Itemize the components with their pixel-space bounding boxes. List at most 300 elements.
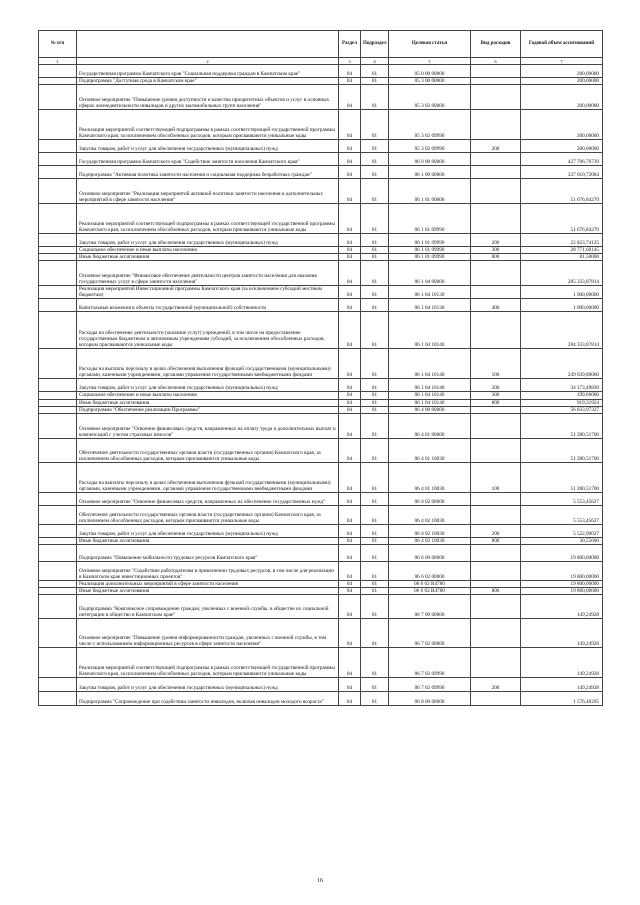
cell-sum: 149,24928	[521, 619, 603, 648]
cell-target: 06 1 01 09990	[389, 204, 471, 234]
cell-razdel: 04	[339, 234, 361, 247]
cell-vid: 800	[471, 537, 521, 544]
cell-name: Подпрограмма "Активная политика занятости населения и социальная поддержка безработных граждан"	[77, 166, 339, 179]
table-row	[39, 678, 603, 692]
cell-target: 06 7 02 00000	[389, 619, 471, 648]
cell-sum: 34 173,49830	[521, 379, 603, 392]
cell-sum: 337 010,72084	[521, 166, 603, 179]
table-row	[39, 692, 603, 706]
cell-podrazdel: 01	[361, 595, 389, 619]
table-row	[39, 153, 603, 166]
cell-sum: 199,66000	[521, 392, 603, 399]
header-razdel: Раздел	[339, 31, 361, 58]
table-row	[39, 413, 603, 438]
cell-num	[39, 110, 77, 140]
cell-razdel: 04	[339, 406, 361, 413]
cell-target: 06 0 00 00000	[389, 153, 471, 166]
cell-target: 06 4 02 10030	[389, 537, 471, 544]
column-number: 6	[471, 58, 521, 65]
cell-name: Обеспечение деятельности государственных органов власти (государственных органов) Камчатского края, за исключением обособленных расходов, которым присваиваются уникальные коды	[77, 438, 339, 462]
cell-podrazdel: 01	[361, 524, 389, 537]
cell-sum: 284 333,87814	[521, 312, 603, 349]
header-name	[77, 31, 339, 58]
cell-target: 06 8 00 00000	[389, 692, 471, 706]
cell-name: Основное мероприятие "Повышение уровня информированности граждан, уволенных с военной службы, в том числе с использованием информационных ресурсов в сфере занятости населения"	[77, 619, 339, 648]
cell-num	[39, 438, 77, 462]
table-row	[39, 492, 603, 505]
cell-num	[39, 85, 77, 110]
cell-podrazdel: 01	[361, 179, 389, 204]
cell-razdel: 04	[339, 678, 361, 692]
cell-vid	[471, 312, 521, 349]
cell-podrazdel: 01	[361, 692, 389, 706]
cell-razdel: 04	[339, 505, 361, 524]
cell-name: Основное мероприятие "Освоение финансовых средств, направленных на оплату труда и дополнительных выплат и компенсаций с учетом страховых взносов"	[77, 413, 339, 438]
cell-razdel: 04	[339, 140, 361, 153]
cell-vid	[471, 438, 521, 462]
cell-podrazdel: 01	[361, 619, 389, 648]
table-row	[39, 286, 603, 299]
cell-num	[39, 505, 77, 524]
cell-razdel: 04	[339, 544, 361, 561]
header-target: Целевая статья	[389, 31, 471, 58]
cell-target: 06 4 01 10030	[389, 438, 471, 462]
cell-name: Основное мероприятие "Реализация мероприятий активной политики занятости населения и дополнительных мероприятий в сфере занятости населения"	[77, 179, 339, 204]
cell-num	[39, 678, 77, 692]
cell-target: 06 1 04 10140	[389, 349, 471, 379]
cell-vid: 300	[471, 247, 521, 254]
cell-sum: 200,00000	[521, 140, 603, 153]
cell-razdel: 04	[339, 537, 361, 544]
cell-podrazdel: 01	[361, 166, 389, 179]
cell-sum: 51 676,84270	[521, 179, 603, 204]
cell-sum: 19 800,00000	[521, 544, 603, 561]
cell-target: 06 4 02 10030	[389, 524, 471, 537]
cell-razdel: 04	[339, 413, 361, 438]
cell-target: 06 1 00 00000	[389, 166, 471, 179]
cell-num	[39, 179, 77, 204]
cell-podrazdel: 01	[361, 438, 389, 462]
cell-name: Иные бюджетные ассигнования	[77, 254, 339, 261]
cell-razdel: 04	[339, 392, 361, 399]
cell-num	[39, 78, 77, 85]
cell-name: Государственная программа Камчатского края "Социальная поддержка граждан в Камчатском крае"	[77, 65, 339, 78]
header-volume: Годовой объем ассигнований	[521, 31, 603, 58]
cell-num	[39, 286, 77, 299]
cell-podrazdel: 01	[361, 379, 389, 392]
cell-num	[39, 587, 77, 594]
column-number: 4	[361, 58, 389, 65]
column-number: 7	[521, 58, 603, 65]
table-row	[39, 648, 603, 678]
cell-vid: 100	[471, 462, 521, 492]
cell-razdel: 04	[339, 299, 361, 312]
cell-name: Основное мероприятие "Повышение уровня доступности и качества приоритетных объектов и услуг в основных сферах жизнедеятельности инвалидов и других маломобильных групп населения"	[77, 85, 339, 110]
cell-razdel: 04	[339, 399, 361, 406]
page-number: 16	[317, 878, 323, 884]
cell-num	[39, 399, 77, 406]
cell-target: 06 4 01 10030	[389, 462, 471, 492]
cell-vid: 400	[471, 299, 521, 312]
cell-vid: 200	[471, 524, 521, 537]
table-row	[39, 524, 603, 537]
cell-vid	[471, 110, 521, 140]
cell-podrazdel: 01	[361, 406, 389, 413]
cell-target: 05 3 02 00000	[389, 85, 471, 110]
cell-target: 05 0 00 00000	[389, 65, 471, 78]
cell-name: Реализация мероприятий соответствующей подпрограммы в рамках соответствующей государственной программы Камчатского края, за исключением обособленных расходов, которым присваиваются уникальные коды	[77, 648, 339, 678]
cell-target: 06 1 01 09990	[389, 234, 471, 247]
cell-razdel: 04	[339, 492, 361, 505]
cell-vid	[471, 580, 521, 587]
cell-razdel: 04	[339, 312, 361, 349]
cell-sum: 5 553,45627	[521, 492, 603, 505]
table-row	[39, 505, 603, 524]
cell-vid	[471, 78, 521, 85]
cell-razdel: 04	[339, 65, 361, 78]
cell-sum: 5 553,45627	[521, 505, 603, 524]
cell-sum: 285 333,87814	[521, 261, 603, 286]
cell-sum: 56 833,97327	[521, 406, 603, 413]
cell-num	[39, 580, 77, 587]
table-row	[39, 204, 603, 234]
table-row	[39, 462, 603, 492]
cell-vid: 800	[471, 587, 521, 594]
cell-target: 06 6 02 R4780	[389, 580, 471, 587]
cell-podrazdel: 01	[361, 261, 389, 286]
column-number: 1	[39, 58, 77, 65]
cell-target: 06 6 02 R4780	[389, 587, 471, 594]
cell-podrazdel: 01	[361, 561, 389, 580]
cell-razdel: 04	[339, 648, 361, 678]
cell-name: Основное мероприятие "Освоение финансовых средств, направленных на обеспечение государственных нужд"	[77, 492, 339, 505]
cell-name: Расходы на выплаты персоналу в целях обеспечения выполнения функций государственными (муниципальными) органами, казенными учреждениями, органами управления государственными внебюджетными фондами	[77, 349, 339, 379]
cell-podrazdel: 01	[361, 254, 389, 261]
cell-vid	[471, 648, 521, 678]
cell-podrazdel: 01	[361, 413, 389, 438]
table-row	[39, 587, 603, 594]
table-row	[39, 261, 603, 286]
cell-sum: 200,00000	[521, 85, 603, 110]
cell-num	[39, 462, 77, 492]
cell-target: 05 3 02 09990	[389, 110, 471, 140]
cell-name: Закупка товаров, работ и услуг для обеспечения государственных (муниципальных) нужд	[77, 234, 339, 247]
cell-vid	[471, 595, 521, 619]
cell-num	[39, 261, 77, 286]
cell-target: 06 6 00 00000	[389, 544, 471, 561]
cell-name: Государственная программа Камчатского края "Содействие занятости населения Камчатского края"	[77, 153, 339, 166]
cell-vid	[471, 413, 521, 438]
cell-num	[39, 392, 77, 399]
cell-sum: 1 000,00000	[521, 286, 603, 299]
cell-sum: 149,24928	[521, 678, 603, 692]
cell-sum: 28 771,60145	[521, 247, 603, 254]
cell-vid	[471, 492, 521, 505]
cell-vid: 200	[471, 678, 521, 692]
cell-podrazdel: 01	[361, 492, 389, 505]
cell-razdel: 04	[339, 204, 361, 234]
cell-vid	[471, 204, 521, 234]
cell-vid	[471, 166, 521, 179]
cell-vid	[471, 286, 521, 299]
cell-vid	[471, 544, 521, 561]
cell-name: Иные бюджетные ассигнования	[77, 587, 339, 594]
cell-name: Реализация мероприятий соответствующей подпрограммы в рамках соответствующей государственной программы Камчатского края, за исключением обособленных расходов, которым присваиваются уникальные коды	[77, 110, 339, 140]
cell-razdel: 04	[339, 153, 361, 166]
table-body	[39, 65, 603, 706]
cell-sum: 5 522,90027	[521, 524, 603, 537]
cell-podrazdel: 01	[361, 580, 389, 587]
cell-target: 06 7 00 00000	[389, 595, 471, 619]
cell-podrazdel: 01	[361, 234, 389, 247]
cell-razdel: 04	[339, 587, 361, 594]
cell-target: 06 1 04 10140	[389, 312, 471, 349]
cell-name: Реализация мероприятий соответствующей подпрограммы в рамках соответствующей государственной программы Камчатского края, за исключением обособленных расходов, которым присваиваются уникальные коды	[77, 204, 339, 234]
cell-name: Закупка товаров, работ и услуг для обеспечения государственных (муниципальных) нужд	[77, 678, 339, 692]
cell-name: Расходы на выплаты персоналу в целях обеспечения выполнения функций государственными (муниципальными) органами, казенными учреждениями, органами управления государственными внебюджетными фондами	[77, 462, 339, 492]
table-row	[39, 580, 603, 587]
budget-table	[38, 30, 603, 706]
cell-sum: 81,50000	[521, 254, 603, 261]
cell-num	[39, 595, 77, 619]
cell-name: Иные бюджетные ассигнования	[77, 537, 339, 544]
cell-num	[39, 561, 77, 580]
table-row	[39, 537, 603, 544]
cell-podrazdel: 01	[361, 247, 389, 254]
cell-target: 06 1 01 00000	[389, 179, 471, 204]
cell-podrazdel: 01	[361, 204, 389, 234]
cell-razdel: 04	[339, 85, 361, 110]
cell-target: 06 1 01 09990	[389, 247, 471, 254]
cell-podrazdel: 01	[361, 299, 389, 312]
cell-num	[39, 140, 77, 153]
cell-target: 06 1 04 10140	[389, 379, 471, 392]
table-row	[39, 399, 603, 406]
cell-target: 06 4 02 00000	[389, 492, 471, 505]
cell-razdel: 04	[339, 110, 361, 140]
column-number: 2	[77, 58, 339, 65]
cell-podrazdel: 01	[361, 544, 389, 561]
cell-target: 06 4 01 00000	[389, 413, 471, 438]
table-row	[39, 166, 603, 179]
header-num: № п/п	[39, 31, 77, 58]
cell-sum: 1 576,40295	[521, 692, 603, 706]
cell-name: Закупка товаров, работ и услуг для обеспечения государственных (муниципальных) нужд	[77, 524, 339, 537]
cell-sum: 51 280,51700	[521, 462, 603, 492]
cell-razdel: 04	[339, 580, 361, 587]
cell-vid	[471, 692, 521, 706]
cell-vid	[471, 619, 521, 648]
cell-razdel: 04	[339, 179, 361, 204]
cell-podrazdel: 01	[361, 399, 389, 406]
cell-name: Подпрограмма "Сопровождение при содействии занятости инвалидов, включая инвалидов молодого возраста"	[77, 692, 339, 706]
cell-target: 06 1 04 10140	[389, 392, 471, 399]
cell-num	[39, 247, 77, 254]
table-row	[39, 438, 603, 462]
table-row	[39, 85, 603, 110]
table-row	[39, 247, 603, 254]
table-row	[39, 561, 603, 580]
table-row	[39, 65, 603, 78]
cell-name: Социальное обеспечение и иные выплаты населению	[77, 247, 339, 254]
cell-vid: 200	[471, 140, 521, 153]
cell-razdel: 04	[339, 349, 361, 379]
cell-razdel: 04	[339, 78, 361, 85]
cell-name: Расходы на обеспечение деятельности (оказание услуг) учреждений, в том числе на предоставление государственным бюджетным и автономным учреждениям субсидий, за исключением обособленных расходов, которым присваиваются уникальные коды	[77, 312, 339, 349]
cell-podrazdel: 01	[361, 537, 389, 544]
column-number: 5	[389, 58, 471, 65]
cell-target: 06 1 04 10130	[389, 286, 471, 299]
cell-vid: 800	[471, 254, 521, 261]
cell-num	[39, 544, 77, 561]
table-row	[39, 619, 603, 648]
table-row	[39, 254, 603, 261]
cell-sum: 19 800,00000	[521, 587, 603, 594]
cell-podrazdel: 01	[361, 505, 389, 524]
cell-num	[39, 413, 77, 438]
cell-sum: 51 280,51700	[521, 413, 603, 438]
table-header-row	[39, 31, 603, 58]
cell-vid: 300	[471, 392, 521, 399]
cell-razdel: 04	[339, 524, 361, 537]
cell-num	[39, 349, 77, 379]
cell-razdel: 04	[339, 247, 361, 254]
column-number: 3	[339, 58, 361, 65]
cell-num	[39, 65, 77, 78]
cell-podrazdel: 01	[361, 65, 389, 78]
cell-razdel: 04	[339, 692, 361, 706]
table-row	[39, 595, 603, 619]
cell-razdel: 04	[339, 438, 361, 462]
cell-num	[39, 524, 77, 537]
cell-num	[39, 537, 77, 544]
cell-sum: 22 823,74125	[521, 234, 603, 247]
cell-podrazdel: 01	[361, 462, 389, 492]
cell-target: 06 1 04 00000	[389, 261, 471, 286]
cell-podrazdel: 01	[361, 392, 389, 399]
cell-name: Реализация мероприятий Инвестиционной программы Камчатского края (за исключением субсидий местным бюджетам)	[77, 286, 339, 299]
table-row	[39, 392, 603, 399]
cell-podrazdel: 01	[361, 678, 389, 692]
table-row	[39, 110, 603, 140]
cell-razdel: 04	[339, 261, 361, 286]
cell-sum: 200,00000	[521, 65, 603, 78]
cell-target: 06 6 02 00000	[389, 561, 471, 580]
cell-sum: 1 000,00000	[521, 299, 603, 312]
cell-name: Подпрограмма "Доступная среда в Камчатском крае"	[77, 78, 339, 85]
cell-num	[39, 379, 77, 392]
cell-razdel: 04	[339, 462, 361, 492]
cell-vid	[471, 505, 521, 524]
table-row	[39, 299, 603, 312]
cell-target: 06 1 04 10130	[389, 299, 471, 312]
cell-num	[39, 648, 77, 678]
cell-vid: 800	[471, 399, 521, 406]
cell-sum: 149,24928	[521, 595, 603, 619]
cell-sum: 51 280,51700	[521, 438, 603, 462]
cell-name: Капитальные вложения в объекты государственной (муниципальной) собственности	[77, 299, 339, 312]
cell-podrazdel: 01	[361, 110, 389, 140]
cell-num	[39, 254, 77, 261]
cell-razdel: 04	[339, 254, 361, 261]
cell-sum: 149,24928	[521, 648, 603, 678]
cell-target: 06 1 01 09990	[389, 254, 471, 261]
cell-sum: 30,55600	[521, 537, 603, 544]
cell-num	[39, 492, 77, 505]
cell-num	[39, 299, 77, 312]
cell-vid: 200	[471, 234, 521, 247]
cell-vid: 200	[471, 379, 521, 392]
cell-target: 05 3 02 09990	[389, 140, 471, 153]
table-row	[39, 379, 603, 392]
cell-target: 06 7 02 09990	[389, 648, 471, 678]
cell-num	[39, 153, 77, 166]
cell-vid	[471, 561, 521, 580]
cell-sum: 249 039,80060	[521, 349, 603, 379]
cell-num	[39, 312, 77, 349]
cell-podrazdel: 01	[361, 140, 389, 153]
cell-vid	[471, 406, 521, 413]
column-number-row	[39, 58, 603, 65]
cell-name: Закупка товаров, работ и услуг для обеспечения государственных (муниципальных) нужд	[77, 379, 339, 392]
table-row	[39, 312, 603, 349]
table-row	[39, 179, 603, 204]
cell-name: Иные бюджетные ассигнования	[77, 399, 339, 406]
table-row	[39, 78, 603, 85]
cell-razdel: 04	[339, 379, 361, 392]
header-podrazdel: Подраздел	[361, 31, 389, 58]
cell-vid	[471, 65, 521, 78]
table-row	[39, 349, 603, 379]
cell-sum: 19 800,00000	[521, 580, 603, 587]
cell-podrazdel: 01	[361, 286, 389, 299]
cell-name: Подпрограмма "Комплексное сопровождение граждан, уволенных с военной службы, в обществе их социальной интеграции в общество в Камчатском крае"	[77, 595, 339, 619]
cell-target: 05 3 00 00000	[389, 78, 471, 85]
cell-name: Подпрограмма "Обеспечение реализации Программы"	[77, 406, 339, 413]
table-row	[39, 544, 603, 561]
cell-podrazdel: 01	[361, 312, 389, 349]
cell-num	[39, 166, 77, 179]
budget-document-page	[38, 30, 602, 706]
cell-num	[39, 406, 77, 413]
cell-num	[39, 692, 77, 706]
cell-sum: 51 676,84270	[521, 204, 603, 234]
cell-podrazdel: 01	[361, 85, 389, 110]
cell-vid	[471, 85, 521, 110]
cell-target: 06 4 02 10030	[389, 505, 471, 524]
cell-podrazdel: 01	[361, 78, 389, 85]
cell-sum: 19 800,00000	[521, 561, 603, 580]
cell-num	[39, 204, 77, 234]
cell-target: 06 4 00 00000	[389, 406, 471, 413]
table-row	[39, 140, 603, 153]
cell-razdel: 04	[339, 595, 361, 619]
cell-vid	[471, 179, 521, 204]
cell-name: Основное мероприятие "Содействие работодателям в привлечении трудовых ресурсов, в том числе для реализации в Камчатском крае инвестиционных проектов"	[77, 561, 339, 580]
cell-sum: 427 706,76739	[521, 153, 603, 166]
cell-podrazdel: 01	[361, 587, 389, 594]
cell-podrazdel: 01	[361, 648, 389, 678]
cell-num	[39, 234, 77, 247]
cell-podrazdel: 01	[361, 153, 389, 166]
cell-podrazdel: 01	[361, 349, 389, 379]
cell-target: 06 7 02 09990	[389, 678, 471, 692]
table-row	[39, 406, 603, 413]
cell-name: Социальное обеспечение и иные выплаты населению	[77, 392, 339, 399]
cell-name: Подпрограмма "Повышение мобильности трудовых ресурсов Камчатского края"	[77, 544, 339, 561]
cell-vid: 100	[471, 349, 521, 379]
cell-vid	[471, 261, 521, 286]
